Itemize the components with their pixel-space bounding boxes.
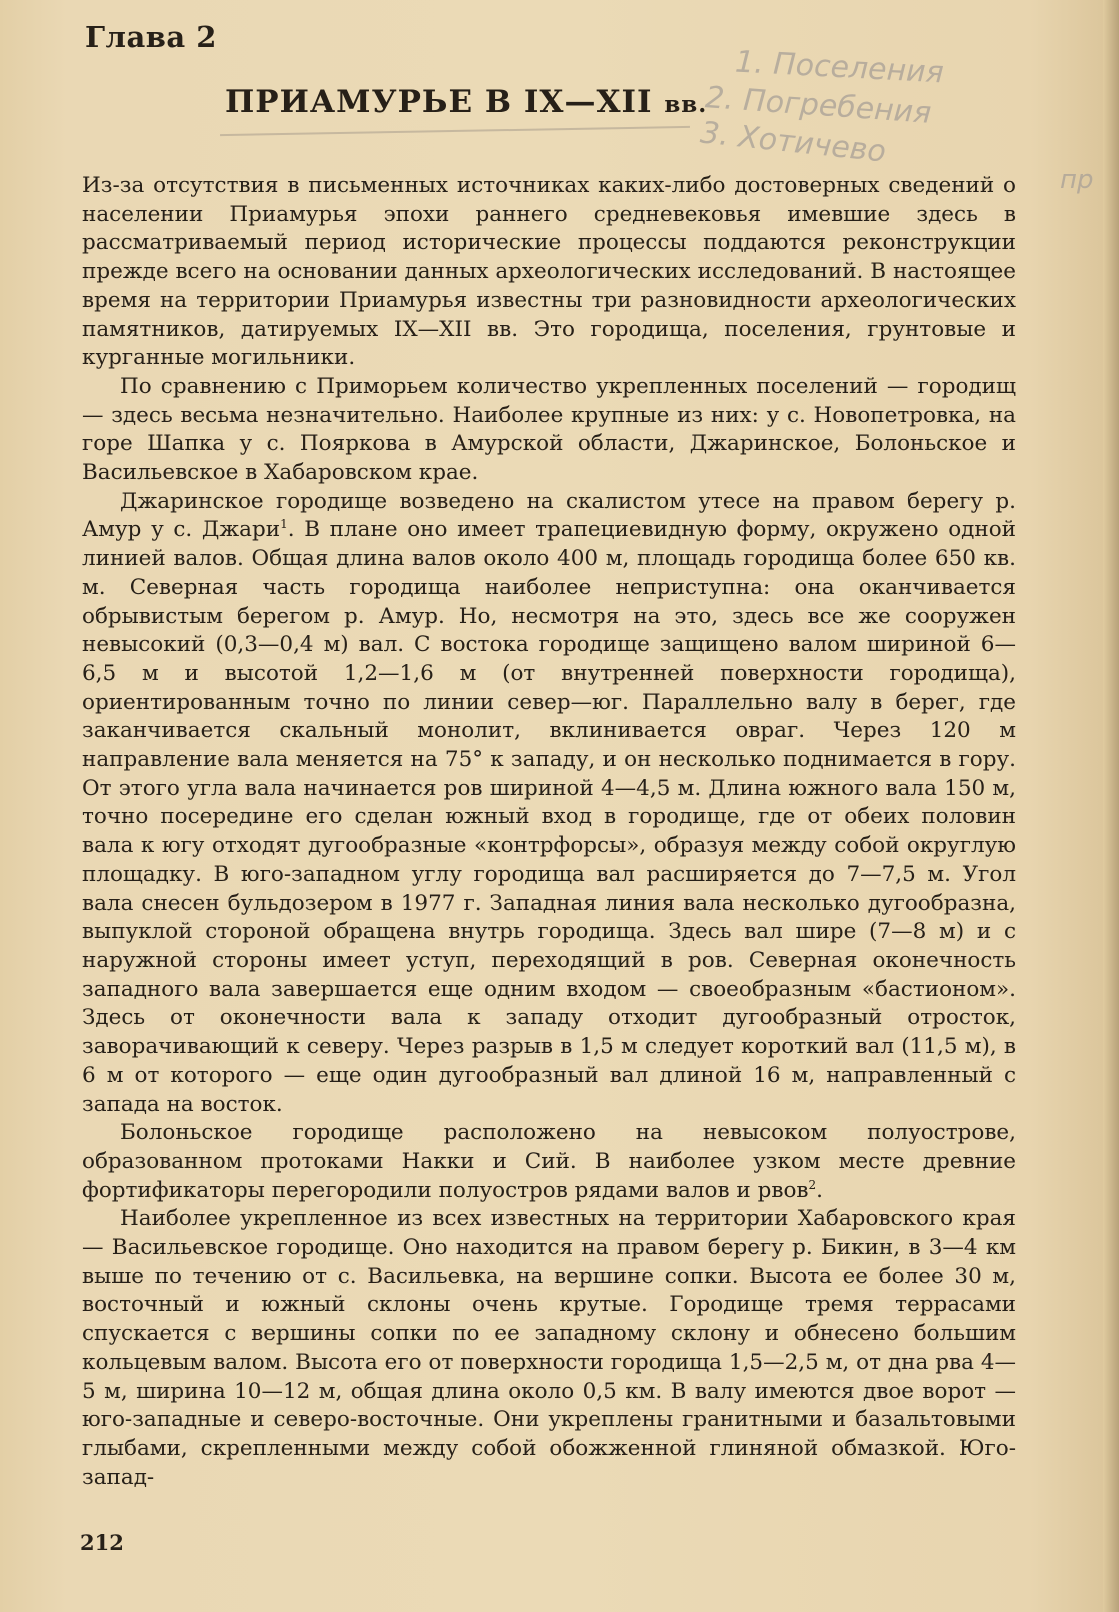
- chapter-title: [225, 84, 707, 120]
- paragraph-text: Болоньское городище расположено на невысоком полуострове, образованном протоками Накки и Сий. В наиболее узком месте древние фортификаторы перегородили полуостров рядами валов и рвов: [82, 1120, 1016, 1203]
- paragraph: [82, 1119, 1016, 1205]
- paragraph-text: . В плане оно имеет трапециевидную форму, окружено одной линией валов. Общая длина валов около 400 м, площадь городища более 650 кв. м. Северная часть городища наиболее неприступна: она оканчивается обрывистым берегом р. Амур. Но, несмотря на это, здесь все же сооружен невысокий (0,3—0,4 м) вал. С востока городище защищено валом шириной 6—6,5 м и высотой 1,2—1,6 м (от внутренней поверхности городища), ориентированным точно по линии север—юг. Параллельно валу в берег, где заканчивается скальный монолит, вклинивается овраг. Через 120 м направление вала меняется на 75° к западу, и он несколько поднимается в гору. От этого угла вала начинается ров шириной 4—4,5 м. Длина южного вала 150 м, точно посередине его сделан южный вход в городище, где от обеих половин вала к югу отходят дугообразные «контрфорсы», образуя между собой округлую площадку. В юго-западном углу городища вал расширяется до 7—7,5 м. Угол вала снесен бульдозером в 1977 г. Западная линия вала несколько дугообразна, выпуклой стороной обращена внутрь городища. Здесь вал шире (7—8 м) и с наружной стороны имеет уступ, переходящий в ров. Северная оконечность западного вала завершается еще одним входом — своеобразным «бастионом». Здесь от оконечности вала к западу отходит дугообразный отросток, заворачивающий к северу. Через разрыв в 1,5 м следует короткий вал (11,5 м), в 6 м от которого — еще один дугообразный вал длиной 16 м, направленный с запада на восток.: [82, 517, 1016, 1117]
- paragraph: [82, 373, 1016, 488]
- paragraph-text: Джаринское городище возведено на скалистом утесе на правом берегу р. Амур у с. Джари: [82, 488, 1016, 543]
- pencil-underline: [220, 126, 690, 136]
- paragraph-text: Из-за отсутствия в письменных источниках каких-либо достоверных сведений о населении Приамурья эпохи раннего средневековья имевшие здесь в рассматриваемый период исторические процессы поддаются реконструкции прежде всего на основании данных археологических исследований. В настоящее время на территории Приамурья известны три разновидности археологических памятников, датируемых IX—XII вв. Это городища, поселения, грунтовые и курганные могильники.: [82, 173, 1016, 371]
- footnote-ref[interactable]: 2: [808, 1177, 817, 1192]
- handwritten-note: 2. Погребения: [704, 80, 933, 131]
- body-text: [82, 172, 1016, 1492]
- chapter-label: Глава 2: [85, 20, 217, 54]
- chapter-title-suffix: вв.: [664, 91, 708, 118]
- handwritten-note: 3. Хотичево: [698, 115, 888, 170]
- handwritten-note: 1. Поселения: [734, 44, 945, 91]
- page-edge: [1103, 0, 1119, 1612]
- page-number: 212: [80, 1530, 124, 1555]
- paragraph: [82, 172, 1016, 373]
- paragraph: [82, 488, 1016, 1119]
- paragraph: [82, 1205, 1016, 1492]
- chapter-title-main: ПРИАМУРЬЕ В IX—XII: [225, 84, 665, 120]
- handwritten-note: пр: [1060, 165, 1094, 195]
- paragraph-text: .: [816, 1177, 823, 1203]
- paragraph-text: Наиболее укрепленное из всех известных на территории Хабаровского края — Васильевское городище. Оно находится на правом берегу р. Бикин, в 3—4 км выше по течению от с. Васильевка, на вершине сопки. Высота ее более 30 м, восточный и южный склоны очень крутые. Городище тремя террасами спускается с вершины сопки по ее западному склону и обнесено большим кольцевым валом. Высота его от поверхности городища 1,5—2,5 м, от дна рва 4—5 м, ширина 10—12 м, общая длина около 0,5 км. В валу имеются двое ворот — юго-западные и северо-восточные. Они укреплены гранитными и базальтовыми глыбами, скрепленными между собой обожженной глиняной обмазкой. Юго-запад-: [82, 1206, 1016, 1490]
- paragraph-text: По сравнению с Приморьем количество укрепленных поселений — городищ — здесь весьма незначительно. Наиболее крупные из них: у с. Новопетровка, на горе Шапка у с. Пояркова в Амурской области, Джаринское, Болоньское и Васильевское в Хабаровском крае.: [82, 373, 1016, 486]
- footnote-ref[interactable]: 1: [280, 517, 288, 532]
